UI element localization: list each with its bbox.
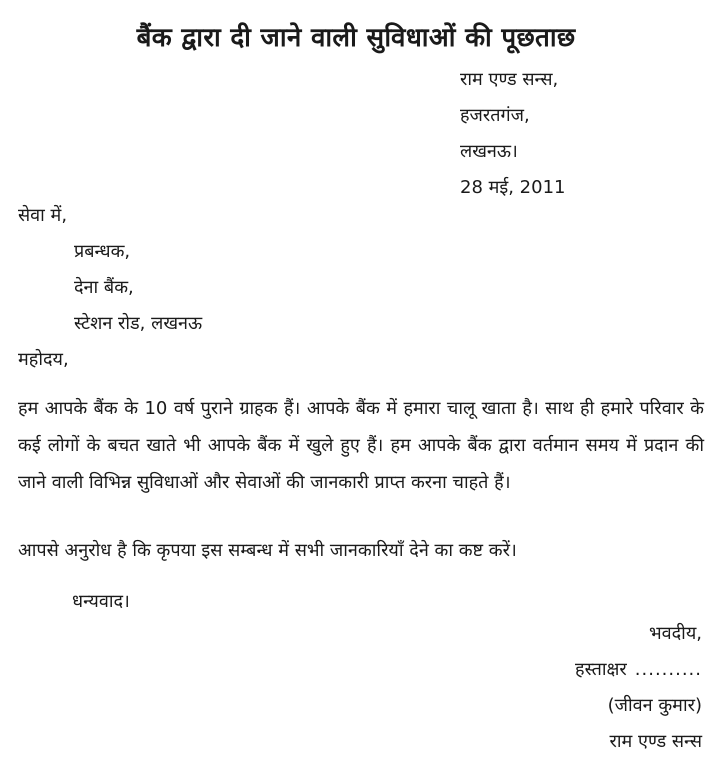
recipient-bank: देना बैंक, (74, 277, 134, 298)
sender-name: राम एण्ड सन्स, (460, 69, 559, 90)
signoff-block (575, 616, 702, 760)
signatory-name: (जीवन कुमार) (607, 695, 702, 716)
signature-dots: .......... (634, 659, 702, 680)
thanks-line: धन्यवाद। (72, 591, 130, 612)
letter-title: बैंक द्वारा दी जाने वाली सुविधाओं की पूछताछ (136, 23, 576, 53)
recipient-address-block (18, 198, 202, 342)
salutation: महोदय, (18, 349, 69, 370)
letter-body: हम आपके बैंक के 10 वर्ष पुराने ग्राहक हैं। आपके बैंक में हमारा चालू खाता है। साथ ही हमारे परिवार के कई लोगों के बचत खाते भी आपके बैंक में खुले हुए हैं। हम आपके बैंक द्वारा वर्तमान समय में प्रदान की जाने वाली विभिन्न सुविधाओं और सेवाओं की जानकारी प्राप्त करना चाहते हैं। (18, 398, 704, 493)
recipient-designation: प्रबन्धक, (74, 241, 131, 262)
sender-city: लखनऊ। (460, 141, 518, 162)
request-line: आपसे अनुरोध है कि कृपया इस सम्बन्ध में सभी जानकारियाँ देने का कष्ट करें। (18, 540, 517, 561)
signature-label: हस्ताक्षर (575, 659, 627, 680)
signature-line (575, 652, 702, 688)
recipient-to: सेवा में, (18, 205, 68, 226)
letter-date: 28 मई, 2011 (460, 177, 566, 198)
recipient-address: स्टेशन रोड, लखनऊ (74, 313, 203, 334)
signatory-firm: राम एण्ड सन्स (609, 731, 702, 752)
sender-area: हजरतगंज, (460, 105, 530, 126)
closing-yours: भवदीय, (648, 623, 702, 644)
sender-address-block (460, 62, 565, 206)
